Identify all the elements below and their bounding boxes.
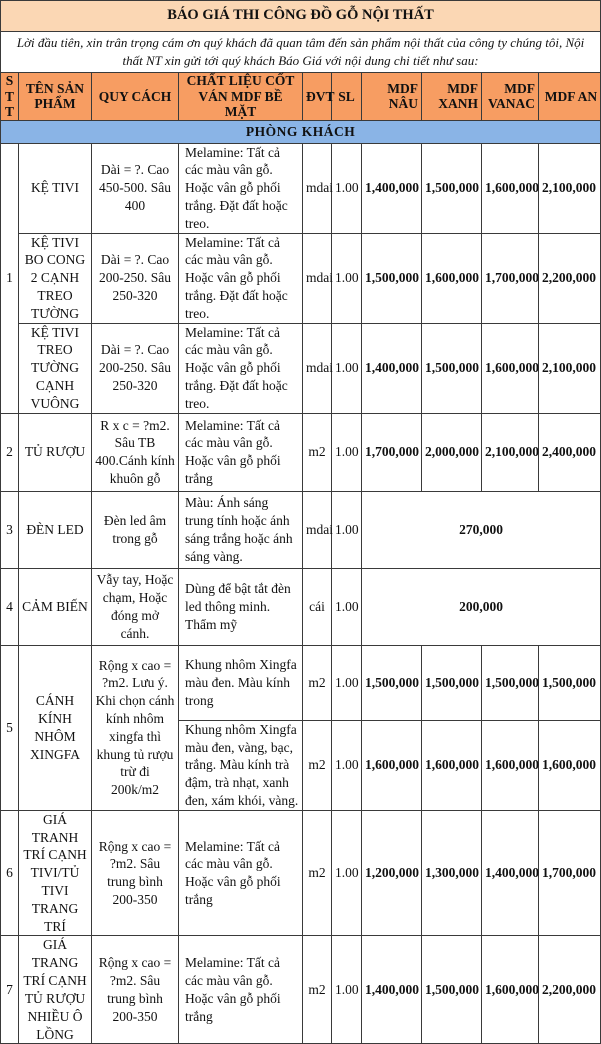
combined-price: 270,000 <box>362 491 601 568</box>
table-row <box>1 233 601 323</box>
price-mdf-xanh: 1,500,000 <box>422 936 482 1044</box>
price-mdf-an: 2,200,000 <box>539 936 601 1044</box>
material-cell: Màu: Ánh sáng trung tính hoặc ánh sáng trắng hoặc ánh sáng vàng. <box>179 491 303 568</box>
title-row <box>1 1 601 32</box>
price-mdf-an: 2,400,000 <box>539 413 601 491</box>
unit-cell: mdai <box>303 491 332 568</box>
spec-cell: Rộng x cao = ?m2. Sâu trung bình 200-350 <box>92 936 179 1044</box>
page-title: BÁO GIÁ THI CÔNG ĐỒ GỖ NỘI THẤT <box>1 1 601 32</box>
price-mdf-vanac: 1,700,000 <box>482 233 539 323</box>
price-mdf-an: 1,700,000 <box>539 810 601 936</box>
product-name: ĐÈN LED <box>19 491 92 568</box>
price-mdf-vanac: 1,400,000 <box>482 810 539 936</box>
unit-cell: m2 <box>303 810 332 936</box>
price-mdf-xanh: 1,600,000 <box>422 720 482 810</box>
product-name: GIÁ TRANH TRÍ CẠNH TIVI/TỦ TIVI TRANG TRÍ <box>19 810 92 936</box>
material-cell: Khung nhôm Xingfa màu đen. Màu kính trong <box>179 645 303 720</box>
spec-cell: Dài = ?. Cao 200-250. Sâu 250-320 <box>92 323 179 413</box>
unit-cell: mdai <box>303 143 332 233</box>
intro-text: Lời đầu tiên, xin trân trọng cám ơn quý khách đã quan tâm đến sản phẩm nội thất của công ty chúng tôi, Nội thất NT xin gửi tới quý khách Báo Giá với nội dung chi tiết như sau: <box>1 32 601 73</box>
header-mdf-an: MDF AN <box>539 73 601 121</box>
unit-cell: m2 <box>303 645 332 720</box>
header-mdf-vanac: MDF VANAC <box>482 73 539 121</box>
price-mdf-nau: 1,700,000 <box>362 413 422 491</box>
qty-cell: 1.00 <box>332 413 362 491</box>
header-mdf-nau: MDF NÂU <box>362 73 422 121</box>
price-mdf-an: 2,100,000 <box>539 323 601 413</box>
stt-cell: 7 <box>1 936 19 1044</box>
qty-cell: 1.00 <box>332 936 362 1044</box>
table-row <box>1 323 601 413</box>
price-mdf-xanh: 1,600,000 <box>422 233 482 323</box>
table-row <box>1 936 601 1044</box>
table-row <box>1 810 601 936</box>
header-spec: QUY CÁCH <box>92 73 179 121</box>
material-cell: Dùng để bật tắt đèn led thông minh. Thẩm mỹ <box>179 568 303 645</box>
price-mdf-nau: 1,500,000 <box>362 233 422 323</box>
qty-cell: 1.00 <box>332 568 362 645</box>
price-mdf-nau: 1,200,000 <box>362 810 422 936</box>
product-name: KỆ TIVI BO CONG 2 CẠNH TREO TƯỜNG <box>19 233 92 323</box>
material-cell: Melamine: Tất cả các màu vân gỗ. Hoặc vân gỗ phối trắng <box>179 413 303 491</box>
price-mdf-vanac: 1,500,000 <box>482 645 539 720</box>
unit-cell: cái <box>303 568 332 645</box>
price-mdf-an: 2,100,000 <box>539 143 601 233</box>
combined-price: 200,000 <box>362 568 601 645</box>
stt-cell: 1 <box>1 143 19 413</box>
spec-cell: Rộng x cao = ?m2. Lưu ý. Khi chọn cánh kính nhôm xingfa thì khung tủ rượu trừ đi 200k/m2 <box>92 645 179 810</box>
table-row <box>1 143 601 233</box>
intro-row <box>1 32 601 73</box>
price-mdf-vanac: 2,100,000 <box>482 413 539 491</box>
spec-cell: Dài = ?. Cao 450-500. Sâu 400 <box>92 143 179 233</box>
qty-cell: 1.00 <box>332 233 362 323</box>
table-row <box>1 645 601 720</box>
unit-cell: mdai <box>303 323 332 413</box>
unit-cell: m2 <box>303 936 332 1044</box>
header-name: TÊN SẢN PHẨM <box>19 73 92 121</box>
table-row <box>1 568 601 645</box>
product-name: KỆ TIVI TREO TƯỜNG CẠNH VUÔNG <box>19 323 92 413</box>
qty-cell: 1.00 <box>332 143 362 233</box>
spec-cell: R x c = ?m2. Sâu TB 400.Cánh kính khuôn gỗ <box>92 413 179 491</box>
header-unit: ĐVT <box>303 73 332 121</box>
table-row <box>1 413 601 491</box>
qty-cell: 1.00 <box>332 645 362 720</box>
spec-cell: Rộng x cao = ?m2. Sâu trung bình 200-350 <box>92 810 179 936</box>
price-mdf-vanac: 1,600,000 <box>482 143 539 233</box>
price-mdf-vanac: 1,600,000 <box>482 936 539 1044</box>
qty-cell: 1.00 <box>332 720 362 810</box>
unit-cell: m2 <box>303 413 332 491</box>
stt-cell: 4 <box>1 568 19 645</box>
section-row <box>1 120 601 143</box>
price-mdf-vanac: 1,600,000 <box>482 323 539 413</box>
price-mdf-nau: 1,600,000 <box>362 720 422 810</box>
product-name: CÁNH KÍNH NHÔM XINGFA <box>19 645 92 810</box>
product-name: TỦ RƯỢU <box>19 413 92 491</box>
price-mdf-vanac: 1,600,000 <box>482 720 539 810</box>
header-qty: SL <box>332 73 362 121</box>
material-cell: Khung nhôm Xingfa màu đen, vàng, bạc, trắng. Màu kính trà đậm, trà nhạt, xanh đen, xám khói, vàng. <box>179 720 303 810</box>
stt-cell: 6 <box>1 810 19 936</box>
qty-cell: 1.00 <box>332 491 362 568</box>
price-mdf-xanh: 1,500,000 <box>422 143 482 233</box>
stt-cell: 3 <box>1 491 19 568</box>
stt-cell: 2 <box>1 413 19 491</box>
price-mdf-xanh: 1,300,000 <box>422 810 482 936</box>
product-name: KỆ TIVI <box>19 143 92 233</box>
spec-cell: Vẫy tay, Hoặc chạm, Hoặc đóng mở cánh. <box>92 568 179 645</box>
table-row <box>1 491 601 568</box>
qty-cell: 1.00 <box>332 323 362 413</box>
header-mdf-xanh: MDF XANH <box>422 73 482 121</box>
price-mdf-an: 1,500,000 <box>539 645 601 720</box>
price-mdf-nau: 1,400,000 <box>362 143 422 233</box>
header-material: CHẤT LIỆU CỐT VÁN MDF BỀ MẶT <box>179 73 303 121</box>
price-mdf-xanh: 2,000,000 <box>422 413 482 491</box>
qty-cell: 1.00 <box>332 810 362 936</box>
price-mdf-nau: 1,400,000 <box>362 323 422 413</box>
material-cell: Melamine: Tất cả các màu vân gỗ. Hoặc vân gỗ phối trắng. Đặt đất hoặc treo. <box>179 143 303 233</box>
price-mdf-xanh: 1,500,000 <box>422 323 482 413</box>
price-mdf-an: 2,200,000 <box>539 233 601 323</box>
header-stt: S T T <box>1 73 19 121</box>
material-cell: Melamine: Tất cả các màu vân gỗ. Hoặc vân gỗ phối trắng. Đặt đất hoặc treo. <box>179 323 303 413</box>
price-mdf-xanh: 1,500,000 <box>422 645 482 720</box>
section-title: PHÒNG KHÁCH <box>1 120 601 143</box>
unit-cell: mdai <box>303 233 332 323</box>
unit-cell: m2 <box>303 720 332 810</box>
price-mdf-nau: 1,400,000 <box>362 936 422 1044</box>
price-mdf-an: 1,600,000 <box>539 720 601 810</box>
material-cell: Melamine: Tất cả các màu vân gỗ. Hoặc vân gỗ phối trắng. Đặt đất hoặc treo. <box>179 233 303 323</box>
material-cell: Melamine: Tất cả các màu vân gỗ. Hoặc vân gỗ phối trắng <box>179 936 303 1044</box>
price-mdf-nau: 1,500,000 <box>362 645 422 720</box>
header-row <box>1 73 601 121</box>
spec-cell: Dài = ?. Cao 200-250. Sâu 250-320 <box>92 233 179 323</box>
product-name: GIÁ TRANG TRÍ CẠNH TỦ RƯỢU NHIỀU Ô LỒNG <box>19 936 92 1044</box>
spec-cell: Đèn led âm trong gỗ <box>92 491 179 568</box>
stt-cell: 5 <box>1 645 19 810</box>
material-cell: Melamine: Tất cả các màu vân gỗ. Hoặc vân gỗ phối trắng <box>179 810 303 936</box>
product-name: CẢM BIẾN <box>19 568 92 645</box>
